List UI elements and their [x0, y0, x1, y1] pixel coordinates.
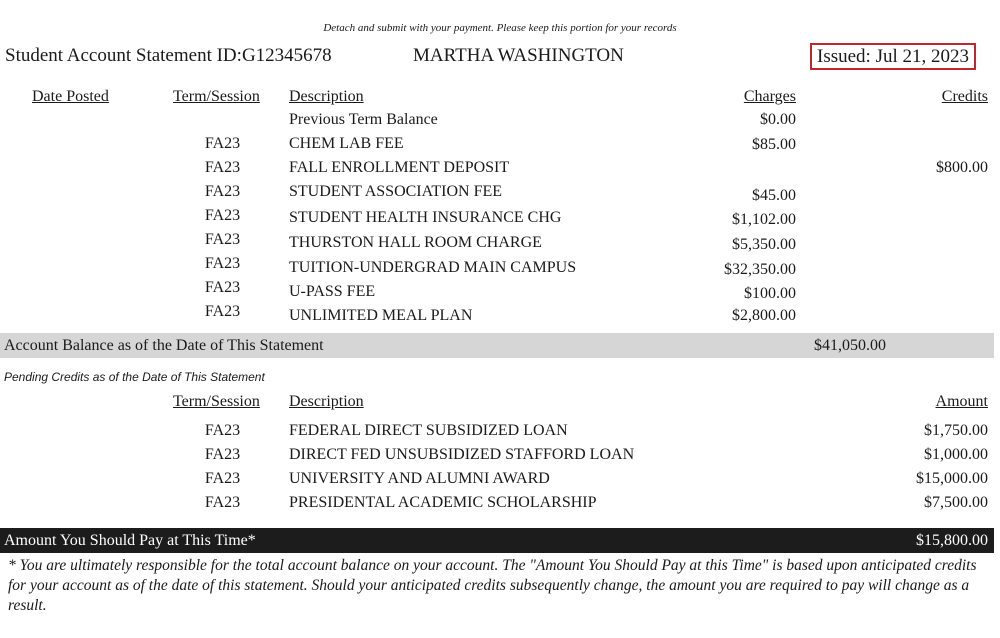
row-description: FALL ENROLLMENT DEPOSIT — [289, 159, 510, 176]
row-description: TUITION-UNDERGRAD MAIN CAMPUS — [289, 259, 577, 276]
pending-row-description: PRESIDENTAL ACADEMIC SCHOLARSHIP — [289, 494, 597, 511]
row-credit — [838, 300, 988, 324]
row-term — [170, 108, 275, 132]
amount-due-label: Amount You Should Pay at This Time* — [4, 532, 256, 549]
row-charge: $45.00 — [752, 187, 796, 204]
pending-credits-title: Pending Credits as of the Date of This Statement — [4, 370, 265, 384]
col-header-credits: Credits — [941, 88, 988, 105]
account-balance-label: Account Balance as of the Date of This Statement — [4, 337, 324, 354]
pending-row-term: FA23 — [204, 446, 241, 463]
row-term: FA23 — [204, 231, 241, 248]
row-description: STUDENT HEALTH INSURANCE CHG — [289, 209, 562, 226]
row-description: U-PASS FEE — [289, 283, 376, 300]
row-term: FA23 — [204, 255, 241, 272]
pending-row-amount: $7,500.00 — [924, 494, 988, 511]
pending-col-header-term: Term/Session — [173, 393, 260, 410]
col-header-description: Description — [289, 88, 364, 105]
row-charge: $100.00 — [744, 285, 796, 302]
row-charge — [646, 156, 796, 180]
account-balance-amount: $41,050.00 — [814, 337, 886, 354]
row-charge: $1,102.00 — [732, 211, 796, 228]
account-balance-band — [0, 333, 994, 358]
row-term: FA23 — [204, 159, 241, 176]
pending-row-term: FA23 — [204, 422, 241, 439]
student-name: MARTHA WASHINGTON — [413, 45, 624, 66]
pending-row-amount: $15,000.00 — [916, 470, 988, 487]
row-credit — [838, 252, 988, 276]
row-description: THURSTON HALL ROOM CHARGE — [289, 234, 542, 251]
row-charge: $2,800.00 — [732, 307, 796, 324]
row-term: FA23 — [204, 207, 241, 224]
row-description: STUDENT ASSOCIATION FEE — [289, 183, 503, 200]
detach-notice: Detach and submit with your payment. Please keep this portion for your records — [323, 22, 677, 34]
pending-row-term: FA23 — [204, 470, 241, 487]
row-credit — [838, 204, 988, 228]
row-term: FA23 — [204, 135, 241, 152]
issued-date: Issued: Jul 21, 2023 — [810, 43, 976, 70]
row-charge: $32,350.00 — [724, 261, 796, 278]
row-credit: $800.00 — [936, 159, 988, 176]
col-header-term: Term/Session — [173, 88, 260, 105]
statement-header — [5, 45, 332, 67]
amount-due-band — [0, 528, 994, 553]
row-term: FA23 — [204, 279, 241, 296]
col-header-date-posted: Date Posted — [32, 88, 109, 105]
payment-footnote: * You are ultimately responsible for the total account balance on your account. The "Amount You Should Pay at this Time" is based upon anticipated credits for your account as of the date of this statement. Should your anticipated credits subsequently change, the amount you are required to pay will change as a result. — [8, 557, 977, 614]
pending-row-description: UNIVERSITY AND ALUMNI AWARD — [289, 470, 550, 487]
pending-row-description: DIRECT FED UNSUBSIDIZED STAFFORD LOAN — [289, 446, 635, 463]
row-description: CHEM LAB FEE — [289, 135, 404, 152]
row-term: FA23 — [204, 303, 241, 320]
row-charge: $5,350.00 — [732, 236, 796, 253]
row-credit — [838, 132, 988, 156]
row-term: FA23 — [204, 183, 241, 200]
id-label: ID: — [216, 45, 242, 66]
pending-row-description: FEDERAL DIRECT SUBSIDIZED LOAN — [289, 422, 568, 439]
row-description: UNLIMITED MEAL PLAN — [289, 307, 473, 324]
row-credit — [838, 228, 988, 252]
pending-col-header-amount: Amount — [935, 393, 988, 410]
pending-row-amount: $1,000.00 — [924, 446, 988, 463]
row-charge: $85.00 — [752, 136, 796, 153]
statement-label: Student Account Statement — [5, 45, 212, 66]
pending-row-term: FA23 — [204, 494, 241, 511]
student-id: G12345678 — [241, 45, 332, 66]
pending-col-header-description: Description — [289, 393, 364, 410]
pending-row-amount: $1,750.00 — [924, 422, 988, 439]
row-credit — [838, 180, 988, 204]
row-credit — [838, 276, 988, 300]
amount-due-value: $15,800.00 — [916, 532, 988, 549]
row-description: Previous Term Balance — [289, 111, 438, 128]
col-header-charges: Charges — [743, 88, 796, 105]
row-charge: $0.00 — [760, 111, 796, 128]
row-credit — [838, 108, 988, 132]
